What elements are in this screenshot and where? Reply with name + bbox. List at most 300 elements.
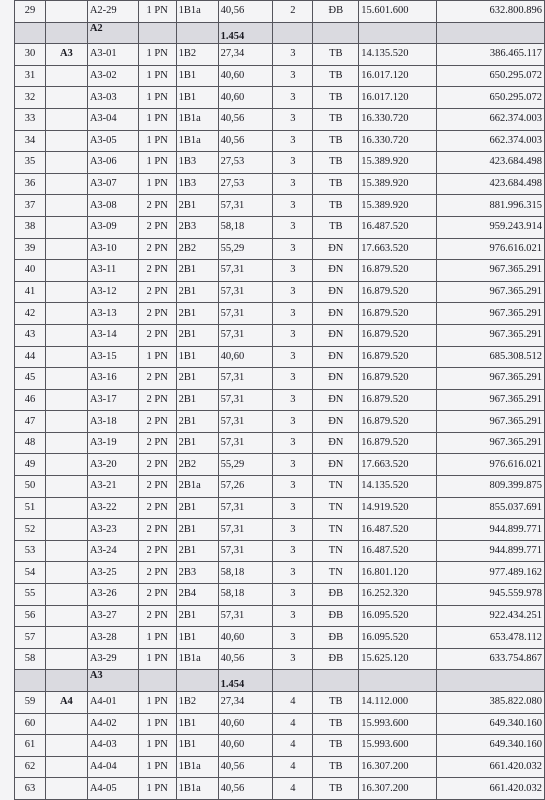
unit-type: 2B2	[176, 238, 218, 260]
direction: ĐB	[313, 1, 359, 23]
area-value: 40,60	[218, 713, 273, 735]
apartment-code: A3-06	[87, 152, 138, 174]
total-price: 633.754.867	[437, 648, 545, 670]
area-value: 27,53	[218, 152, 273, 174]
group-empty-cell	[359, 22, 437, 44]
unit-type: 1B1a	[176, 648, 218, 670]
block-label	[45, 324, 87, 346]
apartment-code: A3-08	[87, 195, 138, 217]
table-row	[15, 281, 545, 303]
group-empty-cell	[45, 670, 87, 692]
bedroom-type: 1 PN	[138, 627, 176, 649]
table-row	[15, 44, 545, 66]
table-row	[15, 108, 545, 130]
unit-type: 1B1	[176, 346, 218, 368]
unit-price: 16.017.120	[359, 87, 437, 109]
area-value: 57,31	[218, 368, 273, 390]
table-row	[15, 497, 545, 519]
row-number: 62	[15, 756, 46, 778]
floor-number: 3	[273, 411, 313, 433]
unit-price: 16.307.200	[359, 756, 437, 778]
floor-number: 3	[273, 368, 313, 390]
unit-price: 16.879.520	[359, 432, 437, 454]
direction: ĐN	[313, 324, 359, 346]
direction: ĐB	[313, 627, 359, 649]
direction: TB	[313, 173, 359, 195]
area-value: 57,31	[218, 540, 273, 562]
row-number: 39	[15, 238, 46, 260]
apartment-code: A3-16	[87, 368, 138, 390]
total-price: 881.996.315	[437, 195, 545, 217]
apartment-code: A3-21	[87, 476, 138, 498]
bedroom-type: 2 PN	[138, 260, 176, 282]
bedroom-type: 2 PN	[138, 605, 176, 627]
total-price: 976.616.021	[437, 454, 545, 476]
floor-number: 3	[273, 605, 313, 627]
unit-price: 16.487.520	[359, 519, 437, 541]
total-price: 661.420.032	[437, 756, 545, 778]
total-price: 944.899.771	[437, 519, 545, 541]
total-price: 967.365.291	[437, 368, 545, 390]
row-number: 32	[15, 87, 46, 109]
group-empty-cell	[273, 670, 313, 692]
apartment-code: A3-17	[87, 389, 138, 411]
direction: ĐN	[313, 368, 359, 390]
apartment-code: A3-11	[87, 260, 138, 282]
floor-number: 4	[273, 692, 313, 714]
row-number: 51	[15, 497, 46, 519]
bedroom-type: 2 PN	[138, 454, 176, 476]
row-number: 47	[15, 411, 46, 433]
apartment-code: A4-01	[87, 692, 138, 714]
bedroom-type: 2 PN	[138, 281, 176, 303]
apartment-price-table	[14, 0, 545, 800]
bedroom-type: 1 PN	[138, 173, 176, 195]
total-price: 967.365.291	[437, 303, 545, 325]
area-value: 57,31	[218, 195, 273, 217]
apartment-code: A3-03	[87, 87, 138, 109]
area-value: 40,60	[218, 627, 273, 649]
table-body	[15, 1, 545, 800]
block-label	[45, 346, 87, 368]
unit-type: 1B1a	[176, 1, 218, 23]
unit-type: 1B1	[176, 87, 218, 109]
row-number: 57	[15, 627, 46, 649]
total-price: 385.822.080	[437, 692, 545, 714]
group-empty-cell	[437, 670, 545, 692]
total-price: 662.374.003	[437, 108, 545, 130]
unit-type: 1B1	[176, 627, 218, 649]
unit-price: 16.487.520	[359, 540, 437, 562]
area-value: 27,53	[218, 173, 273, 195]
bedroom-type: 2 PN	[138, 238, 176, 260]
direction: TB	[313, 692, 359, 714]
unit-type: 2B1	[176, 605, 218, 627]
unit-price: 16.801.120	[359, 562, 437, 584]
row-number: 33	[15, 108, 46, 130]
bedroom-type: 1 PN	[138, 152, 176, 174]
total-price: 423.684.498	[437, 152, 545, 174]
bedroom-type: 1 PN	[138, 692, 176, 714]
table-row	[15, 238, 545, 260]
unit-price: 14.135.520	[359, 476, 437, 498]
floor-number: 3	[273, 324, 313, 346]
area-value: 40,56	[218, 130, 273, 152]
row-number: 36	[15, 173, 46, 195]
group-subtotal-row	[15, 22, 545, 44]
apartment-code: A3-29	[87, 648, 138, 670]
row-number: 43	[15, 324, 46, 346]
group-empty-cell	[273, 22, 313, 44]
unit-type: 1B2	[176, 44, 218, 66]
area-value: 40,56	[218, 648, 273, 670]
floor-number: 4	[273, 756, 313, 778]
table-row	[15, 195, 545, 217]
area-value: 40,56	[218, 108, 273, 130]
table-row	[15, 389, 545, 411]
total-price: 662.374.003	[437, 130, 545, 152]
floor-number: 3	[273, 432, 313, 454]
unit-price: 16.307.200	[359, 778, 437, 800]
block-label	[45, 627, 87, 649]
row-number: 34	[15, 130, 46, 152]
floor-number: 3	[273, 540, 313, 562]
area-value: 55,29	[218, 238, 273, 260]
table-row	[15, 476, 545, 498]
unit-type: 1B3	[176, 152, 218, 174]
total-price: 650.295.072	[437, 65, 545, 87]
row-number: 38	[15, 216, 46, 238]
floor-number: 3	[273, 195, 313, 217]
total-price: 423.684.498	[437, 173, 545, 195]
apartment-code: A3-18	[87, 411, 138, 433]
floor-number: 3	[273, 519, 313, 541]
table-row	[15, 87, 545, 109]
total-price: 967.365.291	[437, 260, 545, 282]
area-value: 58,18	[218, 216, 273, 238]
block-label	[45, 108, 87, 130]
unit-price: 15.625.120	[359, 648, 437, 670]
direction: ĐB	[313, 584, 359, 606]
unit-type: 2B1	[176, 281, 218, 303]
group-empty-cell	[437, 22, 545, 44]
block-label	[45, 368, 87, 390]
row-number: 29	[15, 1, 46, 23]
area-value: 40,56	[218, 1, 273, 23]
area-value: 57,31	[218, 303, 273, 325]
total-price: 650.295.072	[437, 87, 545, 109]
bedroom-type: 1 PN	[138, 130, 176, 152]
unit-price: 16.252.320	[359, 584, 437, 606]
table-row	[15, 454, 545, 476]
direction: TB	[313, 195, 359, 217]
table-row	[15, 519, 545, 541]
floor-number: 2	[273, 1, 313, 23]
group-empty-cell	[15, 22, 46, 44]
bedroom-type: 1 PN	[138, 648, 176, 670]
apartment-code: A3-14	[87, 324, 138, 346]
direction: ĐN	[313, 454, 359, 476]
total-price: 649.340.160	[437, 713, 545, 735]
group-empty-cell	[138, 670, 176, 692]
total-price: 959.243.914	[437, 216, 545, 238]
floor-number: 3	[273, 238, 313, 260]
apartment-code: A3-22	[87, 497, 138, 519]
unit-price: 15.389.920	[359, 173, 437, 195]
block-label	[45, 260, 87, 282]
block-label	[45, 562, 87, 584]
block-label	[45, 648, 87, 670]
bedroom-type: 2 PN	[138, 195, 176, 217]
unit-type: 2B1	[176, 432, 218, 454]
table-row	[15, 1, 545, 23]
area-value: 40,60	[218, 346, 273, 368]
area-value: 40,60	[218, 735, 273, 757]
unit-type: 2B4	[176, 584, 218, 606]
group-area-total: 1.454	[218, 22, 273, 44]
bedroom-type: 1 PN	[138, 346, 176, 368]
bedroom-type: 2 PN	[138, 216, 176, 238]
block-label	[45, 195, 87, 217]
unit-type: 1B3	[176, 173, 218, 195]
apartment-code: A3-20	[87, 454, 138, 476]
unit-type: 1B1	[176, 735, 218, 757]
total-price: 967.365.291	[437, 411, 545, 433]
table-row	[15, 152, 545, 174]
unit-price: 15.389.920	[359, 195, 437, 217]
unit-price: 16.095.520	[359, 627, 437, 649]
bedroom-type: 2 PN	[138, 476, 176, 498]
bedroom-type: 2 PN	[138, 324, 176, 346]
block-label	[45, 389, 87, 411]
unit-type: 1B1a	[176, 778, 218, 800]
bedroom-type: 1 PN	[138, 778, 176, 800]
bedroom-type: 2 PN	[138, 540, 176, 562]
floor-number: 4	[273, 778, 313, 800]
table-row	[15, 756, 545, 778]
block-label	[45, 540, 87, 562]
apartment-code: A3-15	[87, 346, 138, 368]
unit-type: 2B1	[176, 324, 218, 346]
apartment-code: A4-03	[87, 735, 138, 757]
area-value: 57,31	[218, 411, 273, 433]
unit-type: 1B2	[176, 692, 218, 714]
unit-price: 16.879.520	[359, 389, 437, 411]
table-row	[15, 562, 545, 584]
unit-type: 1B1	[176, 713, 218, 735]
direction: ĐN	[313, 303, 359, 325]
direction: ĐN	[313, 389, 359, 411]
area-value: 58,18	[218, 562, 273, 584]
row-number: 46	[15, 389, 46, 411]
table-row	[15, 303, 545, 325]
apartment-code: A3-28	[87, 627, 138, 649]
unit-type: 2B1	[176, 389, 218, 411]
total-price: 977.489.162	[437, 562, 545, 584]
bedroom-type: 1 PN	[138, 44, 176, 66]
floor-number: 3	[273, 152, 313, 174]
block-label: A4	[45, 692, 87, 714]
unit-type: 1B1a	[176, 130, 218, 152]
area-value: 40,56	[218, 778, 273, 800]
bedroom-type: 1 PN	[138, 735, 176, 757]
apartment-code: A3-24	[87, 540, 138, 562]
apartment-code: A3-04	[87, 108, 138, 130]
unit-price: 16.487.520	[359, 216, 437, 238]
group-label: A3	[87, 670, 138, 692]
unit-price: 17.663.520	[359, 238, 437, 260]
block-label	[45, 605, 87, 627]
total-price: 653.478.112	[437, 627, 545, 649]
unit-type: 2B1	[176, 540, 218, 562]
unit-type: 2B1	[176, 519, 218, 541]
row-number: 60	[15, 713, 46, 735]
area-value: 57,31	[218, 519, 273, 541]
row-number: 53	[15, 540, 46, 562]
table-row	[15, 627, 545, 649]
table-row	[15, 540, 545, 562]
group-empty-cell	[138, 22, 176, 44]
group-empty-cell	[15, 670, 46, 692]
direction: ĐN	[313, 432, 359, 454]
row-number: 40	[15, 260, 46, 282]
area-value: 57,31	[218, 497, 273, 519]
direction: TB	[313, 713, 359, 735]
apartment-code: A3-25	[87, 562, 138, 584]
unit-type: 1B1a	[176, 108, 218, 130]
row-number: 37	[15, 195, 46, 217]
area-value: 57,31	[218, 260, 273, 282]
bedroom-type: 2 PN	[138, 303, 176, 325]
floor-number: 3	[273, 173, 313, 195]
unit-type: 2B3	[176, 562, 218, 584]
unit-type: 2B1	[176, 195, 218, 217]
bedroom-type: 2 PN	[138, 519, 176, 541]
table-row	[15, 692, 545, 714]
direction: TB	[313, 44, 359, 66]
bedroom-type: 2 PN	[138, 411, 176, 433]
area-value: 57,31	[218, 389, 273, 411]
unit-price: 15.389.920	[359, 152, 437, 174]
direction: TN	[313, 519, 359, 541]
row-number: 56	[15, 605, 46, 627]
table-row	[15, 324, 545, 346]
unit-price: 14.919.520	[359, 497, 437, 519]
total-price: 967.365.291	[437, 432, 545, 454]
apartment-code: A3-02	[87, 65, 138, 87]
row-number: 58	[15, 648, 46, 670]
unit-type: 2B3	[176, 216, 218, 238]
block-label	[45, 130, 87, 152]
direction: TB	[313, 65, 359, 87]
direction: ĐB	[313, 648, 359, 670]
unit-type: 2B1	[176, 368, 218, 390]
table-row	[15, 216, 545, 238]
block-label: A3	[45, 44, 87, 66]
total-price: 809.399.875	[437, 476, 545, 498]
bedroom-type: 2 PN	[138, 432, 176, 454]
unit-price: 16.879.520	[359, 303, 437, 325]
table-row	[15, 411, 545, 433]
table-row	[15, 778, 545, 800]
bedroom-type: 2 PN	[138, 368, 176, 390]
row-number: 41	[15, 281, 46, 303]
floor-number: 3	[273, 44, 313, 66]
bedroom-type: 2 PN	[138, 497, 176, 519]
floor-number: 3	[273, 476, 313, 498]
row-number: 44	[15, 346, 46, 368]
block-label	[45, 411, 87, 433]
block-label	[45, 1, 87, 23]
bedroom-type: 1 PN	[138, 87, 176, 109]
total-price: 967.365.291	[437, 281, 545, 303]
floor-number: 3	[273, 562, 313, 584]
direction: ĐN	[313, 281, 359, 303]
floor-number: 3	[273, 584, 313, 606]
group-area-total: 1.454	[218, 670, 273, 692]
unit-type: 2B2	[176, 454, 218, 476]
table-row	[15, 368, 545, 390]
unit-price: 16.879.520	[359, 368, 437, 390]
floor-number: 3	[273, 87, 313, 109]
floor-number: 3	[273, 454, 313, 476]
direction: TN	[313, 540, 359, 562]
group-label: A2	[87, 22, 138, 44]
unit-price: 16.017.120	[359, 65, 437, 87]
block-label	[45, 152, 87, 174]
floor-number: 3	[273, 346, 313, 368]
block-label	[45, 756, 87, 778]
total-price: 967.365.291	[437, 324, 545, 346]
unit-price: 16.879.520	[359, 260, 437, 282]
floor-number: 3	[273, 497, 313, 519]
group-empty-cell	[359, 670, 437, 692]
total-price: 967.365.291	[437, 389, 545, 411]
unit-price: 16.879.520	[359, 411, 437, 433]
apartment-code: A3-09	[87, 216, 138, 238]
floor-number: 3	[273, 216, 313, 238]
block-label	[45, 713, 87, 735]
table-row	[15, 648, 545, 670]
table-row	[15, 605, 545, 627]
area-value: 40,60	[218, 87, 273, 109]
row-number: 42	[15, 303, 46, 325]
row-number: 61	[15, 735, 46, 757]
direction: TB	[313, 216, 359, 238]
unit-price: 16.879.520	[359, 324, 437, 346]
unit-price: 16.330.720	[359, 130, 437, 152]
apartment-code: A2-29	[87, 1, 138, 23]
total-price: 386.465.117	[437, 44, 545, 66]
floor-number: 3	[273, 648, 313, 670]
row-number: 31	[15, 65, 46, 87]
row-number: 52	[15, 519, 46, 541]
total-price: 685.308.512	[437, 346, 545, 368]
block-label	[45, 519, 87, 541]
row-number: 49	[15, 454, 46, 476]
block-label	[45, 584, 87, 606]
unit-type: 2B1	[176, 497, 218, 519]
unit-type: 2B1	[176, 260, 218, 282]
direction: TB	[313, 778, 359, 800]
block-label	[45, 65, 87, 87]
floor-number: 3	[273, 130, 313, 152]
unit-price: 16.095.520	[359, 605, 437, 627]
area-value: 27,34	[218, 692, 273, 714]
total-price: 632.800.896	[437, 1, 545, 23]
direction: ĐN	[313, 346, 359, 368]
table-row	[15, 260, 545, 282]
